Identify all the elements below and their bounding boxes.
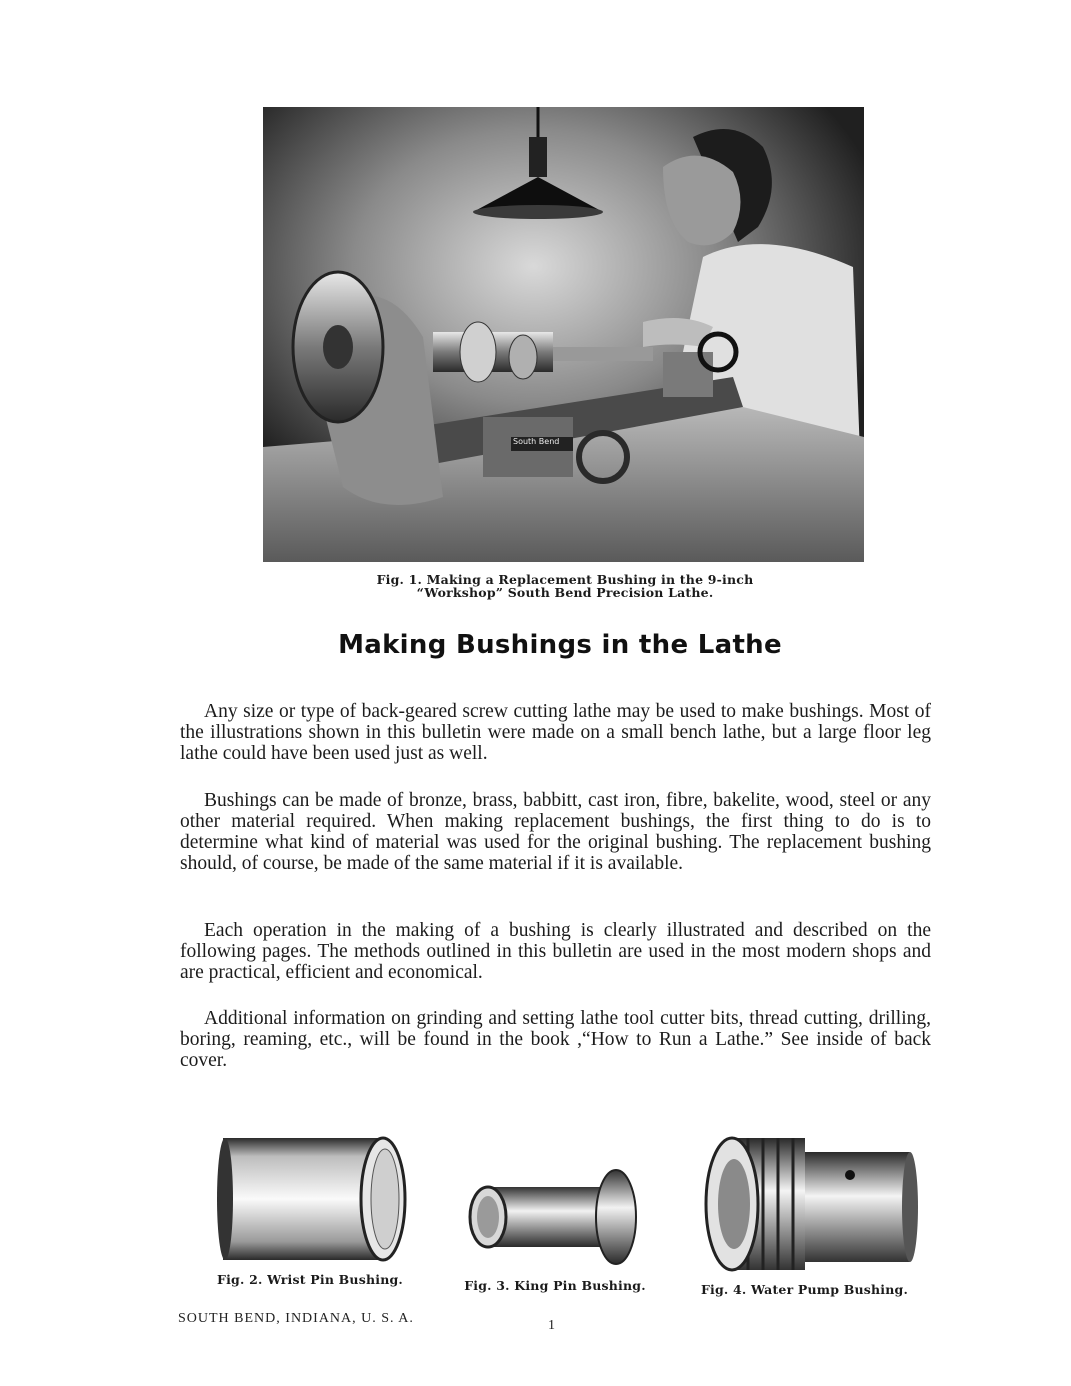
figure-4-caption: Fig. 4. Water Pump Bushing. xyxy=(700,1282,909,1297)
king-pin-bushing-illustration xyxy=(466,1167,641,1267)
wrist-pin-bushing-illustration xyxy=(213,1133,408,1268)
figure-3-caption: Fig. 3. King Pin Bushing. xyxy=(464,1278,646,1293)
page-number: 1 xyxy=(548,1318,555,1333)
lathe-photograph xyxy=(263,107,864,562)
footer-location: SOUTH BEND, INDIANA, U. S. A. xyxy=(178,1311,414,1326)
figure-1-caption xyxy=(330,573,800,599)
figure-1-caption-line-1: Fig. 1. Making a Replacement Bushing in the 9-inch xyxy=(376,572,754,587)
lathe-badge-text: South Bend xyxy=(513,437,560,446)
paragraph-2: Bushings can be made of bronze, brass, babbitt, cast iron, fibre, bakelite, wood, steel or any other material required. When making replacement bushings, the first thing to do is to determine what kind of material was used for the original bushing. The replacement bushing should, of course, be made of the same material if it is available. xyxy=(180,790,931,874)
lathe-photo-illustration xyxy=(263,107,864,562)
figure-1-caption-line-2: “Workshop” South Bend Precision Lathe. xyxy=(416,585,714,600)
water-pump-bushing-illustration xyxy=(700,1130,920,1275)
figure-2-caption: Fig. 2. Wrist Pin Bushing. xyxy=(217,1272,403,1287)
paragraph-3: Each operation in the making of a bushing is clearly illustrated and described on the following pages. The methods outlined in this bulletin are used in the most modern shops and are practical, efficient and economical. xyxy=(180,920,931,983)
paragraph-1: Any size or type of back-geared screw cutting lathe may be used to make bushings. Most of the illustrations shown in this bulletin were made on a small bench lathe, but a large floor leg lathe could have been used just as well. xyxy=(180,701,931,764)
page-heading: Making Bushings in the Lathe xyxy=(338,630,782,660)
paragraph-4: Additional information on grinding and setting lathe tool cutter bits, thread cutting, drilling, boring, reaming, etc., will be found in the book ,“How to Run a Lathe.” See inside of back cover. xyxy=(180,1008,931,1071)
